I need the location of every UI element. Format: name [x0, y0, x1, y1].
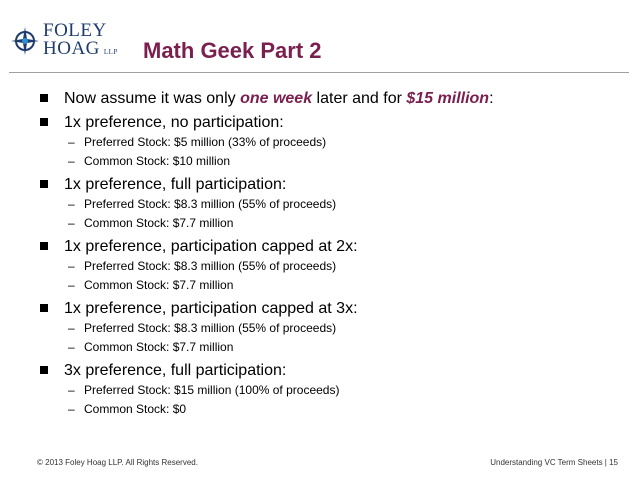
- intro-bullet: [40, 88, 620, 109]
- intro-text-mid: later and for: [312, 90, 407, 107]
- bullet-item: 1x preference, participation capped at 3x:: [40, 298, 620, 319]
- intro-text-pre: Now assume it was only: [64, 90, 241, 107]
- intro-text-post: :: [489, 90, 494, 107]
- footer-copyright: © 2013 Foley Hoag LLP. All Rights Reserved.: [37, 458, 198, 467]
- sub-item: – Common Stock: $10 million: [40, 152, 620, 171]
- logo-wordmark: [43, 22, 118, 61]
- slide-title: Math Geek Part 2: [143, 38, 322, 63]
- logo-line2: HOAG: [43, 38, 100, 59]
- sub-item: – Preferred Stock: $8.3 million (55% of proceeds): [40, 257, 620, 276]
- sub-item: – Preferred Stock: $5 million (33% of proceeds): [40, 133, 620, 152]
- sub-item: – Preferred Stock: $8.3 million (55% of proceeds): [40, 195, 620, 214]
- sub-item: – Common Stock: $0: [40, 400, 620, 419]
- bullet-item: 3x preference, full participation:: [40, 360, 620, 381]
- foley-hoag-logo: [10, 22, 120, 62]
- footer-page-info: Understanding VC Term Sheets | 15: [490, 458, 618, 467]
- title-divider: [9, 72, 629, 73]
- sub-item: – Common Stock: $7.7 million: [40, 276, 620, 295]
- sub-item: – Common Stock: $7.7 million: [40, 338, 620, 357]
- logo-llp: LLP: [103, 48, 118, 56]
- sub-item: – Common Stock: $7.7 million: [40, 214, 620, 233]
- bullet-item: 1x preference, full participation:: [40, 174, 620, 195]
- bullet-item: 1x preference, no participation:: [40, 112, 620, 133]
- slide-content: [40, 85, 620, 419]
- intro-emphasis-one-week: one week: [240, 90, 313, 107]
- bullet-item: 1x preference, participation capped at 2x:: [40, 236, 620, 257]
- sub-item: – Preferred Stock: $8.3 million (55% of proceeds): [40, 319, 620, 338]
- sub-item: – Preferred Stock: $15 million (100% of proceeds): [40, 381, 620, 400]
- intro-emphasis-amount: $15 million: [406, 90, 490, 107]
- logo-line1: FOLEY: [43, 20, 107, 41]
- compass-star-icon: [10, 26, 40, 56]
